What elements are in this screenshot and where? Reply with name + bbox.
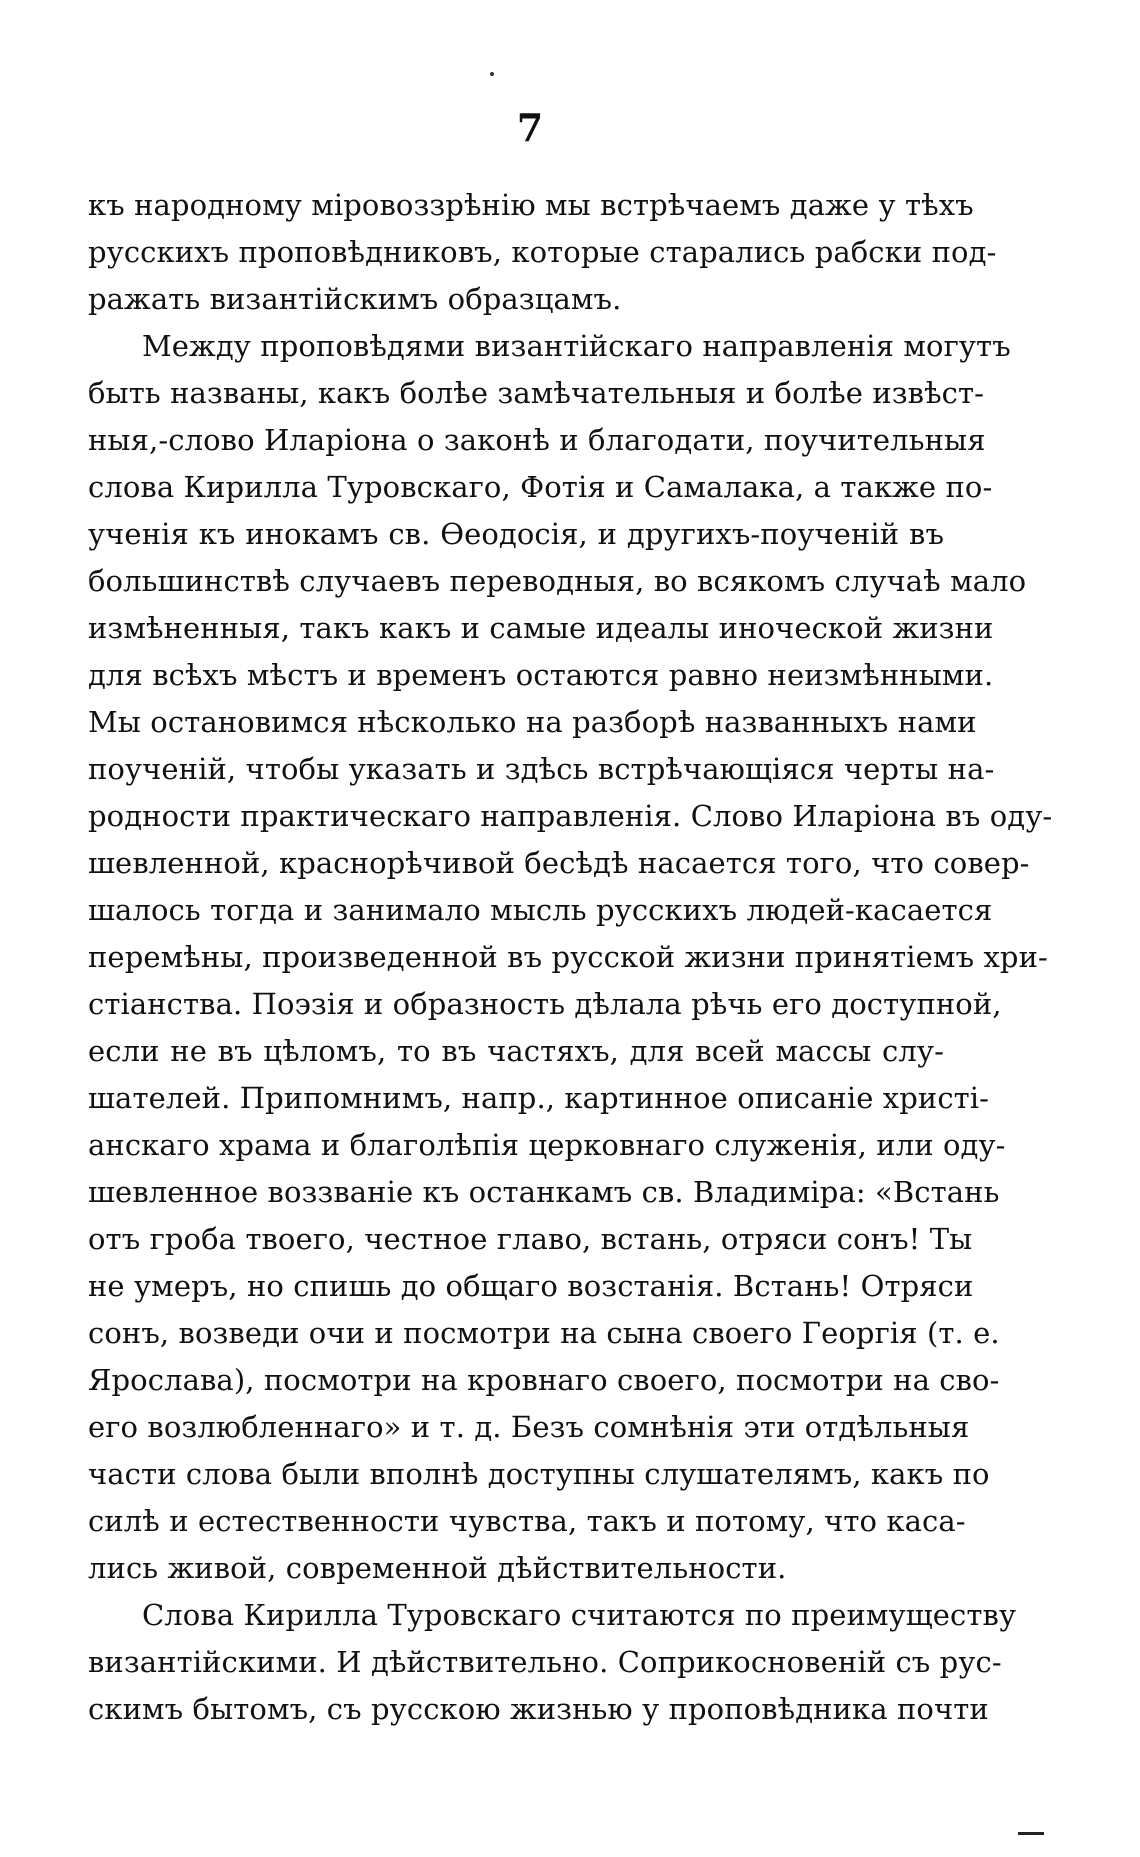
text-line: отъ гроба твоего, честное главо, встань, отряси сонъ! Ты — [88, 1222, 973, 1256]
text-line: ученія къ инокамъ св. Ѳеодосія, и другихъ-поученій въ — [88, 517, 944, 551]
print-speck — [490, 72, 494, 76]
footer-mark — [1018, 1832, 1044, 1835]
text-line: силѣ и естественности чувства, такъ и потому, что каса- — [88, 1504, 966, 1538]
text-line: Слова Кирилла Туровскаго считаются по преимуществу — [142, 1598, 1017, 1632]
paragraph — [88, 1592, 1017, 1733]
text-line: стіанства. Поэзія и образность дѣлала рѣчь его доступной, — [88, 987, 1002, 1021]
text-line: поученій, чтобы указать и здѣсь встрѣчающіяся черты на- — [88, 752, 995, 786]
text-line: Между проповѣдями византійскаго направленія могутъ — [142, 329, 1011, 363]
text-line: шалось тогда и занимало мысль русскихъ людей-касается — [88, 893, 993, 927]
text-line: ражать византійскимъ образцамъ. — [88, 282, 622, 316]
text-line: анскаго храма и благолѣпія церковнаго служенія, или оду- — [88, 1128, 1006, 1162]
page-number: 7 — [516, 105, 544, 150]
text-line: если не въ цѣломъ, то въ частяхъ, для всей массы слу- — [88, 1034, 944, 1068]
text-line: къ народному міровоззрѣнію мы встрѣчаемъ даже у тѣхъ — [88, 188, 974, 222]
text-line: части слова были вполнѣ доступны слушателямъ, какъ по — [88, 1457, 990, 1491]
text-line: родности практическаго направленія. Слово Иларіона въ оду- — [88, 799, 1053, 833]
paragraph — [88, 323, 1053, 1592]
body-text — [88, 182, 1053, 1733]
text-line: перемѣны, произведенной въ русской жизни принятіемъ хри- — [88, 940, 1048, 974]
text-line: Ярослава), посмотри на кровнаго своего, посмотри на сво- — [88, 1363, 1000, 1397]
text-line: быть названы, какъ болѣе замѣчательныя и болѣе извѣст- — [88, 376, 985, 410]
text-line: для всѣхъ мѣстъ и временъ остаются равно неизмѣнными. — [88, 658, 994, 692]
paragraph — [88, 182, 997, 323]
text-line: его возлюбленнаго» и т. д. Безъ сомнѣнія эти отдѣльныя — [88, 1410, 970, 1444]
text-line: измѣненныя, такъ какъ и самые идеалы иноческой жизни — [88, 611, 994, 645]
text-line: шателей. Припомнимъ, напр., картинное описаніе христі- — [88, 1081, 990, 1115]
text-line: лись живой, современной дѣйствительности. — [88, 1551, 787, 1585]
text-line: Мы остановимся нѣсколько на разборѣ названныхъ нами — [88, 705, 977, 739]
text-line: русскихъ проповѣдниковъ, которые старались рабски под- — [88, 235, 997, 269]
text-line: сонъ, возведи очи и посмотри на сына своего Георгія (т. е. — [88, 1316, 1000, 1350]
text-line: не умеръ, но спишь до общаго возстанія. Встань! Отряси — [88, 1269, 974, 1303]
text-line: большинствѣ случаевъ переводныя, во всякомъ случаѣ мало — [88, 564, 1027, 598]
text-line: скимъ бытомъ, съ русскою жизнью у проповѣдника почти — [88, 1692, 989, 1726]
text-line: шевленное воззваніе къ останкамъ св. Владиміра: «Встань — [88, 1175, 1000, 1209]
text-line: ныя,-слово Иларіона о законѣ и благодати, поучительныя — [88, 423, 986, 457]
text-line: слова Кирилла Туровскаго, Фотія и Самалака, а также по- — [88, 470, 993, 504]
text-line: шевленной, краснорѣчивой бесѣдѣ насается того, что совер- — [88, 846, 1030, 880]
text-line: византійскими. И дѣйствительно. Соприкосновеній съ рус- — [88, 1645, 1002, 1679]
